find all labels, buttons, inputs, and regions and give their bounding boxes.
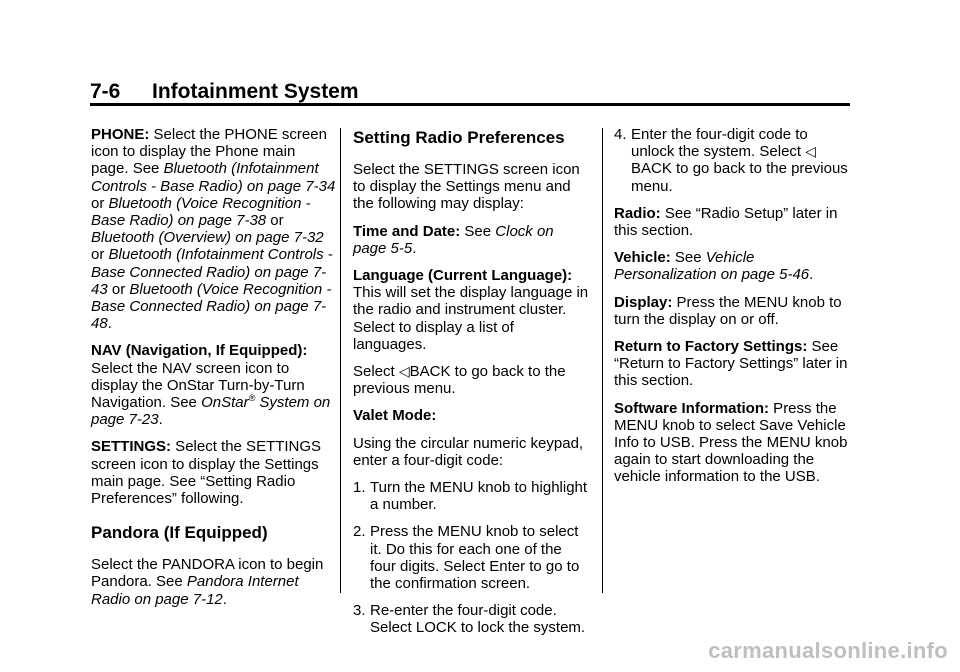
nav-paragraph: NAV (Navigation, If Equipped): Select the NAV screen icon to display the OnStar Turn-by-Turn Navigation. See OnStar® System on page 7-23. — [91, 342, 331, 429]
xref-link[interactable]: Bluetooth (Overview) on page 7-32 — [91, 229, 324, 247]
xref-link[interactable]: Bluetooth (Voice Recognition - Base Connected Radio) on page 7-48 — [91, 280, 332, 333]
column-divider — [602, 128, 603, 593]
list-item: 1. Turn the MENU knob to highlight a number. — [353, 479, 588, 514]
xref-link[interactable]: Pandora Internet Radio on page 7-12 — [91, 573, 299, 608]
language-paragraph: Language (Current Language): This will set the display language in the radio and instrument cluster. Select to display a list of languages. — [353, 267, 589, 353]
pandora-heading: Pandora (If Equipped) — [91, 523, 268, 543]
phone-paragraph: PHONE: Select the PHONE screen icon to display the Phone main page. See Bluetooth (Infotainment Controls - Base Radio) on page 7-34 or Bluetooth (Voice Recognition - Base Radio) on page 7-38 or Bluetooth (Overview) on page 7-32 or Bluetooth (Infotainment Controls - Base Connected Radio) on page 7-43 or Bluetooth (Voice Recognition - Base Connected Radio) on page 7-48. — [91, 126, 336, 333]
language-back-paragraph: Select ◁BACK to go back to the previous menu. — [353, 363, 566, 398]
page-number: 7-6 — [90, 80, 121, 103]
header-rule — [90, 103, 850, 106]
xref-link[interactable]: Clock on page 5-5 — [353, 222, 554, 257]
display-paragraph: Display: Press the MENU knob to turn the display on or off. — [614, 293, 842, 328]
list-item: 3. Re-enter the four-digit code. Select LOCK to lock the system. — [353, 602, 586, 637]
xref-link[interactable]: Bluetooth (Infotainment Controls - Base Connected Radio) on page 7-43 — [91, 246, 333, 298]
list-item: 4. Enter the four-digit code to unlock the system. Select ◁ BACK to go back to the previous menu. — [614, 126, 848, 195]
section-title: Infotainment System — [152, 80, 359, 103]
watermark: carmanualsonline.info — [708, 638, 948, 663]
software-paragraph: Software Information: Press the MENU knob to select Save Vehicle Info to USB. Press the MENU knob again to start downloading the vehicle information to the USB. — [614, 399, 848, 486]
time-paragraph: Time and Date: See Clock on page 5-5. — [353, 222, 554, 257]
back-arrow-icon: ◁ — [805, 143, 817, 160]
pandora-paragraph: Select the PANDORA icon to begin Pandora. See Pandora Internet Radio on page 7-12. — [91, 556, 324, 608]
valet-label: Valet Mode: — [353, 407, 437, 425]
back-arrow-icon: ◁ — [398, 363, 410, 380]
column-divider — [340, 128, 341, 593]
valet-paragraph: Using the circular numeric keypad, enter a four-digit code: — [353, 434, 584, 469]
intro-paragraph: Select the SETTINGS screen icon to display the Settings menu and the following may display: — [353, 161, 580, 213]
list-item: 2. Press the MENU knob to select it. Do this for each one of the four digits. Select Enter to go to the confirmation screen. — [353, 523, 580, 593]
xref-link[interactable]: Vehicle Personalization on page 5-46 — [614, 249, 810, 284]
column-middle — [353, 126, 589, 647]
vehicle-paragraph: Vehicle: See Vehicle Personalization on page 5-46. — [614, 249, 814, 284]
radio-paragraph: Radio: See “Radio Setup” later in this section. — [614, 204, 838, 240]
xref-link[interactable]: Bluetooth (Voice Recognition - Base Radio) on page 7-38 — [91, 194, 311, 230]
factory-paragraph: Return to Factory Settings: See “Return to Factory Settings” later in this section. — [614, 338, 848, 390]
xref-link[interactable]: Bluetooth (Infotainment Controls - Base Radio) on page 7-34 — [91, 160, 336, 195]
settings-paragraph: SETTINGS: Select the SETTINGS screen icon to display the Settings main page. See “Setting Radio Preferences” following. — [91, 438, 322, 508]
xref-link[interactable]: OnStar® System on page 7-23 — [91, 393, 331, 429]
radio-preferences-heading: Setting Radio Preferences — [353, 128, 565, 147]
column-right — [614, 126, 854, 496]
column-left — [91, 126, 336, 618]
